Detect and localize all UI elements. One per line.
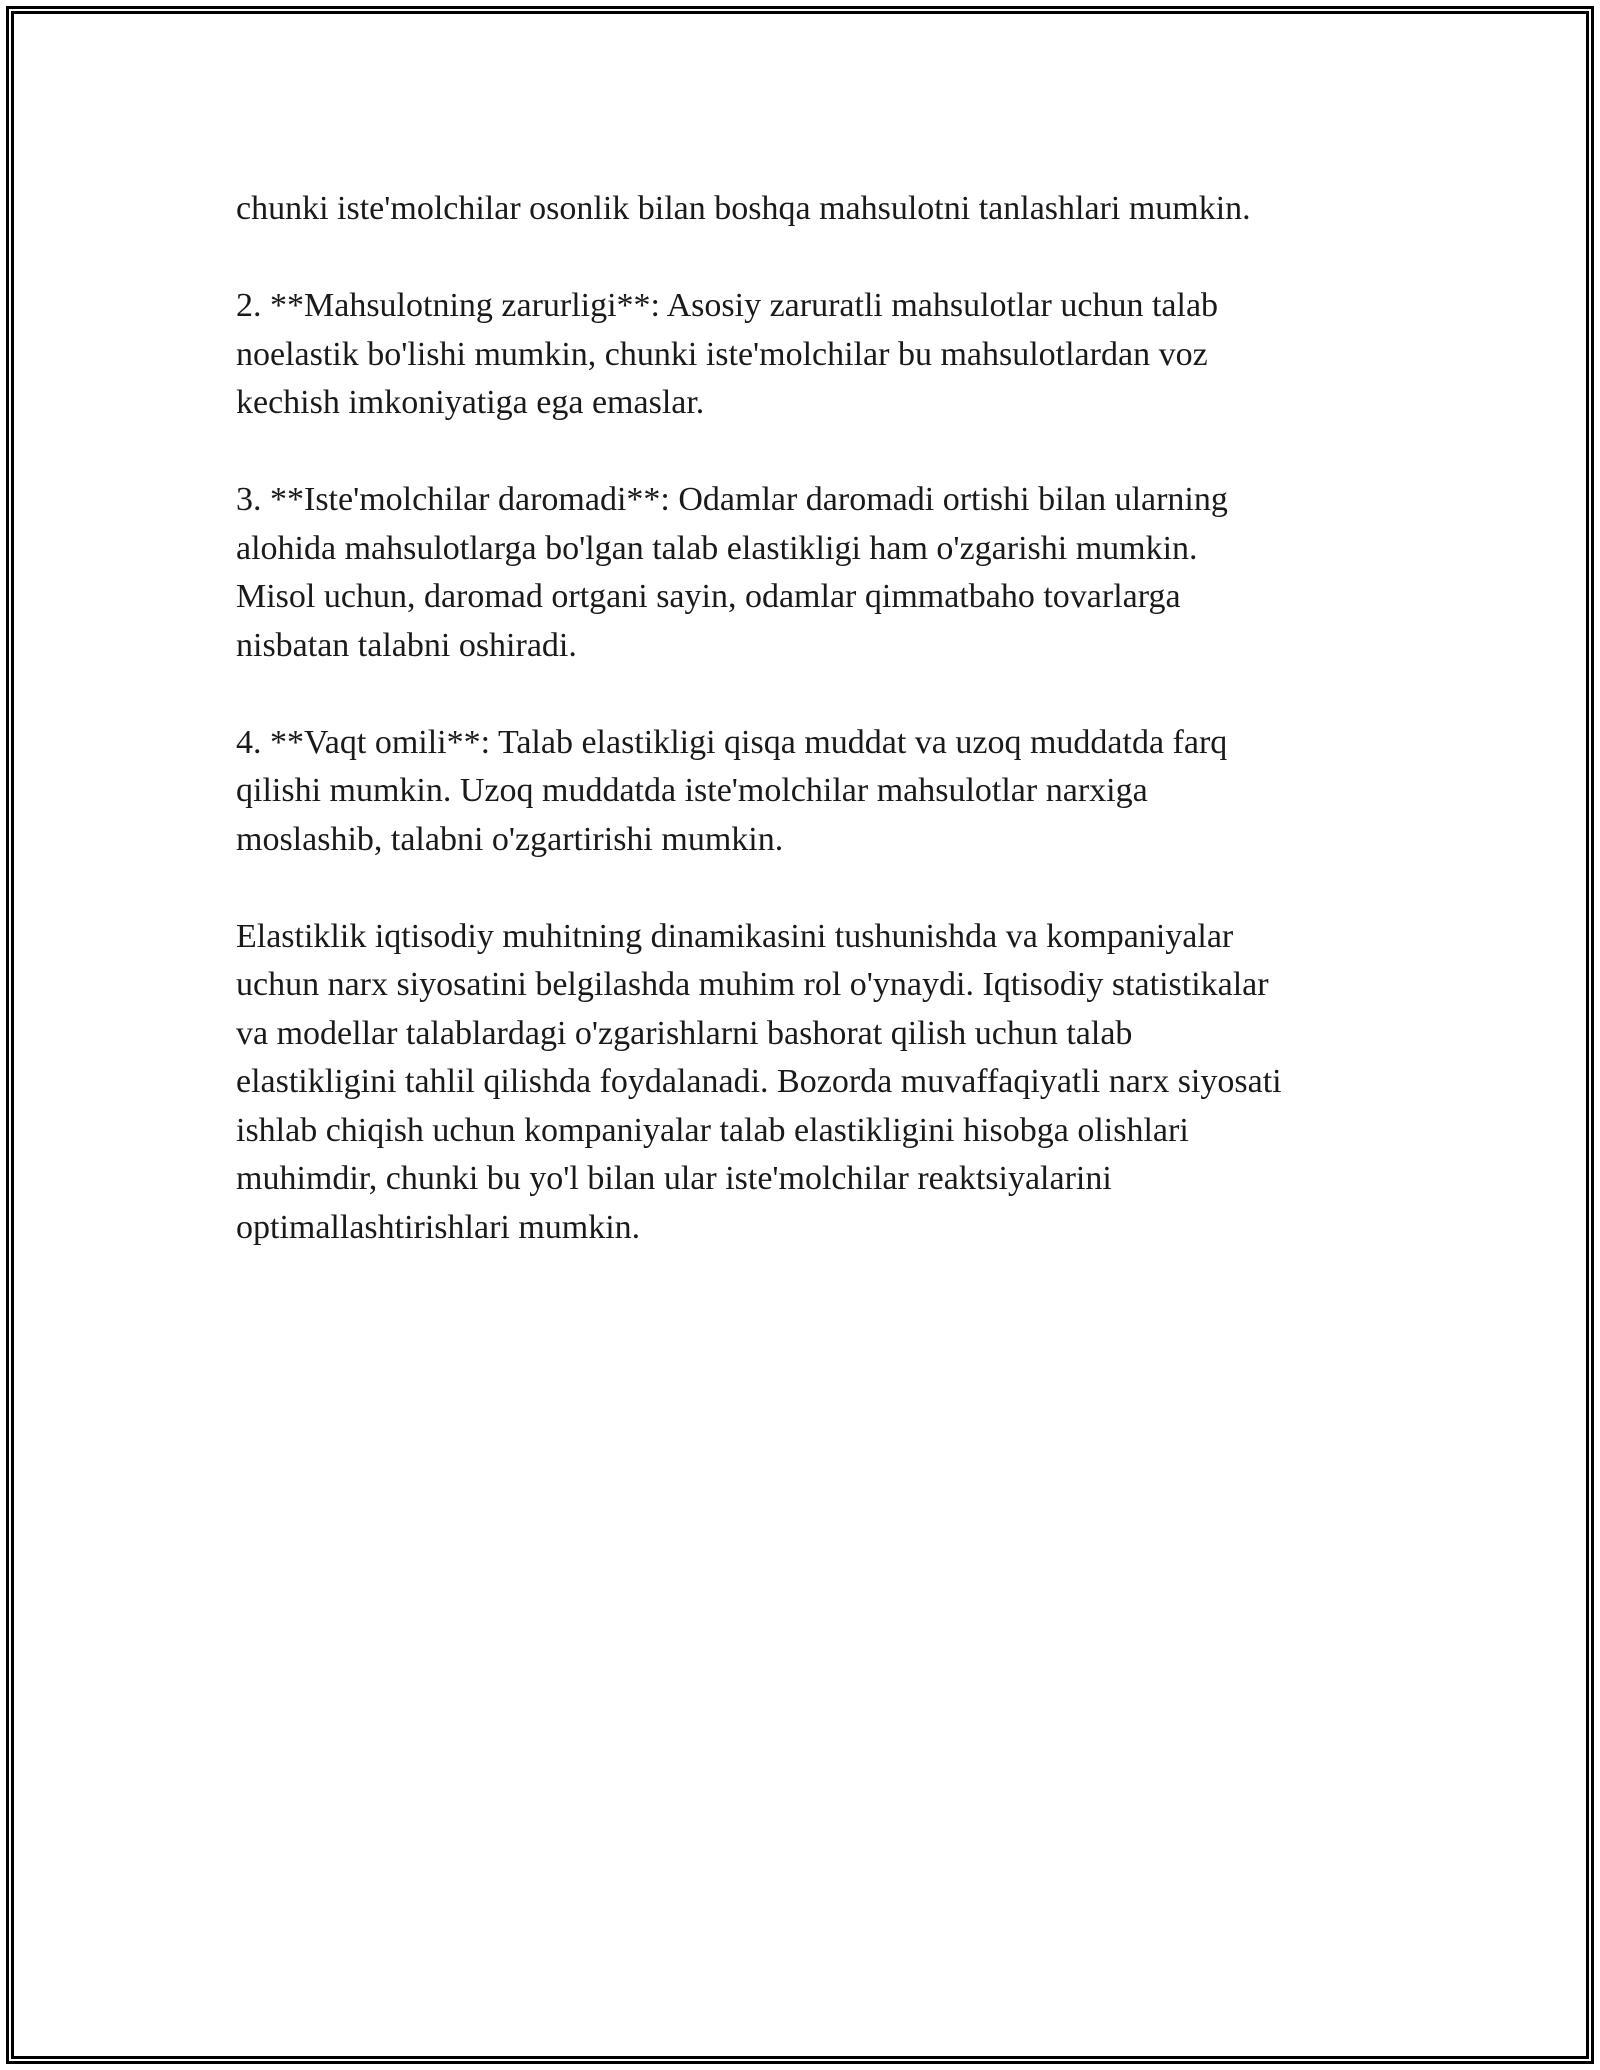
paragraph-conclusion: Elastiklik iqtisodiy muhitning dinamikasini tushunishda va kompaniyalar uchun narx siyosatini belgilashda muhim rol o'ynaydi. Iqtisodiy statistikalar va modellar talablardagi o'zgarishlarni bashorat qilish uchun talab elastikligini tahlil qilishda foydalanadi. Bozorda muvaffaqiyatli narx siyosati ishlab chiqish uchun kompaniyalar talab elastikligini hisobga olishlari muhimdir, chunki bu yo'l bilan ular iste'molchilar reaktsiyalarini optimallashtirishlari mumkin.	[236, 917, 1282, 1246]
document-body	[236, 185, 1386, 1252]
paragraph-consumer-income: 3. **Iste'molchilar daromadi**: Odamlar daromadi ortishi bilan ularning alohida mahsulotlarga bo'lgan talab elastikligi ham o'zgarishi mumkin. Misol uchun, daromad ortgani sayin, odamlar qimmatbaho tovarlarga nisbatan talabni oshiradi.	[236, 481, 1228, 664]
paragraph-continuation: chunki iste'molchilar osonlik bilan boshqa mahsulotni tanlashlari mumkin.	[236, 190, 1251, 227]
paragraph-time-factor: 4. **Vaqt omili**: Talab elastikligi qisqa muddat va uzoq muddatda farq qilishi mumkin. Uzoq muddatda iste'molchilar mahsulotlar narxiga moslashib, talabni o'zgartirishi mumkin.	[236, 723, 1228, 858]
paragraph-product-necessity: 2. **Mahsulotning zarurligi**: Asosiy zaruratli mahsulotlar uchun talab noelastik bo'lishi mumkin, chunki iste'molchilar bu mahsulotlardan voz kechish imkoniyatiga ega emaslar.	[236, 287, 1219, 421]
